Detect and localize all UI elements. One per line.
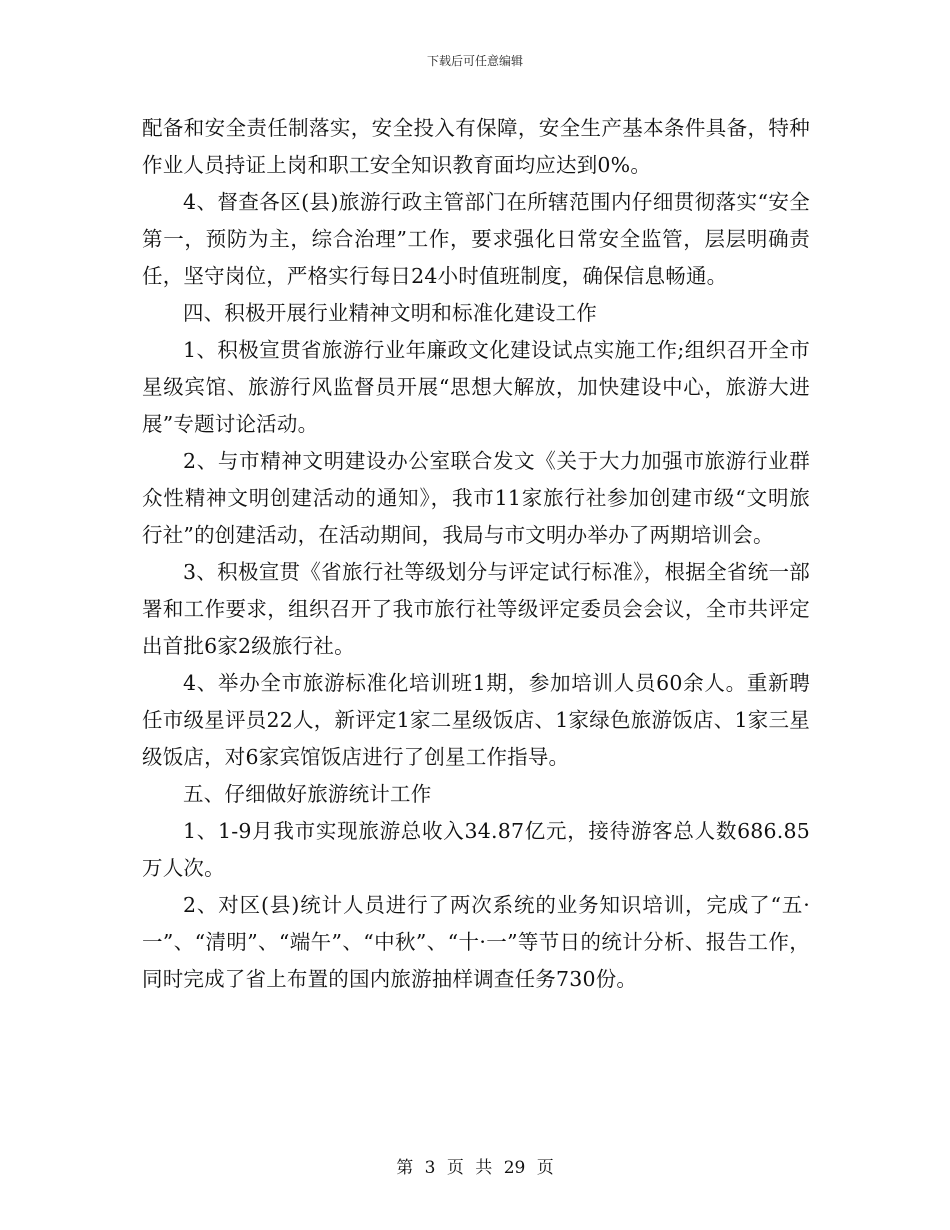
paragraph-item-2-civilization: 2、与市精神文明建设办公室联合发文《关于大力加强市旅游行业群众性精神文明创建活动的通知》，我市11家旅行社参加创建市级“文明旅行社”的创建活动，在活动期间，我局与市文明办举办了两期培训会。 — [142, 449, 810, 547]
section-heading-5: 五、仔细做好旅游统计工作 — [183, 782, 432, 806]
paragraph-item-3-grading: 3、积极宣贯《省旅行社等级划分与评定试行标准》，根据全省统一部署和工作要求，组织召开了我市旅行社等级评定委员会会议，全市共评定出首批6家2级旅行社。 — [142, 560, 810, 658]
paragraph-continuation: 配备和安全责任制落实，安全投入有保障，安全生产基本条件具备，特种作业人员持证上岗和职工安全知识教育面均应达到0%。 — [142, 116, 810, 177]
page-number-footer: 第 3 页 共 29 页 — [396, 1158, 554, 1178]
section-heading-4: 四、积极开展行业精神文明和标准化建设工作 — [183, 301, 597, 325]
document-body — [142, 110, 810, 998]
paragraph-item-4-training: 4、举办全市旅游标准化培训班1期，参加培训人员60余人。重新聘任市级星评员22人，新评定1家二星级饭店、1家绿色旅游饭店、1家三星级饭店，对6家宾馆饭店进行了创星工作指导。 — [142, 671, 810, 769]
paragraph-item-1-integrity: 1、积极宣贯省旅游行业年廉政文化建设试点实施工作;组织召开全市星级宾馆、旅游行风监督员开展“思想大解放，加快建设中心，旅游大进展”专题讨论活动。 — [142, 338, 810, 436]
paragraph-item-4-supervision: 4、督查各区(县)旅游行政主管部门在所辖范围内仔细贯彻落实“安全第一，预防为主，综合治理”工作，要求强化日常安全监管，层层明确责任，坚守岗位，严格实行每日24小时值班制度，确保信息畅通。 — [142, 190, 810, 288]
page-header-note: 下载后可任意编辑 — [426, 54, 523, 68]
paragraph-item-2-statistics: 2、对区(县)统计人员进行了两次系统的业务知识培训，完成了“五·一”、“清明”、“端午”、“中秋”、“十·一”等节日的统计分析、报告工作，同时完成了省上布置的国内旅游抽样调查任务730份。 — [142, 893, 810, 991]
paragraph-item-1-revenue: 1、1-9月我市实现旅游总收入34.87亿元，接待游客总人数686.85万人次。 — [142, 819, 810, 880]
